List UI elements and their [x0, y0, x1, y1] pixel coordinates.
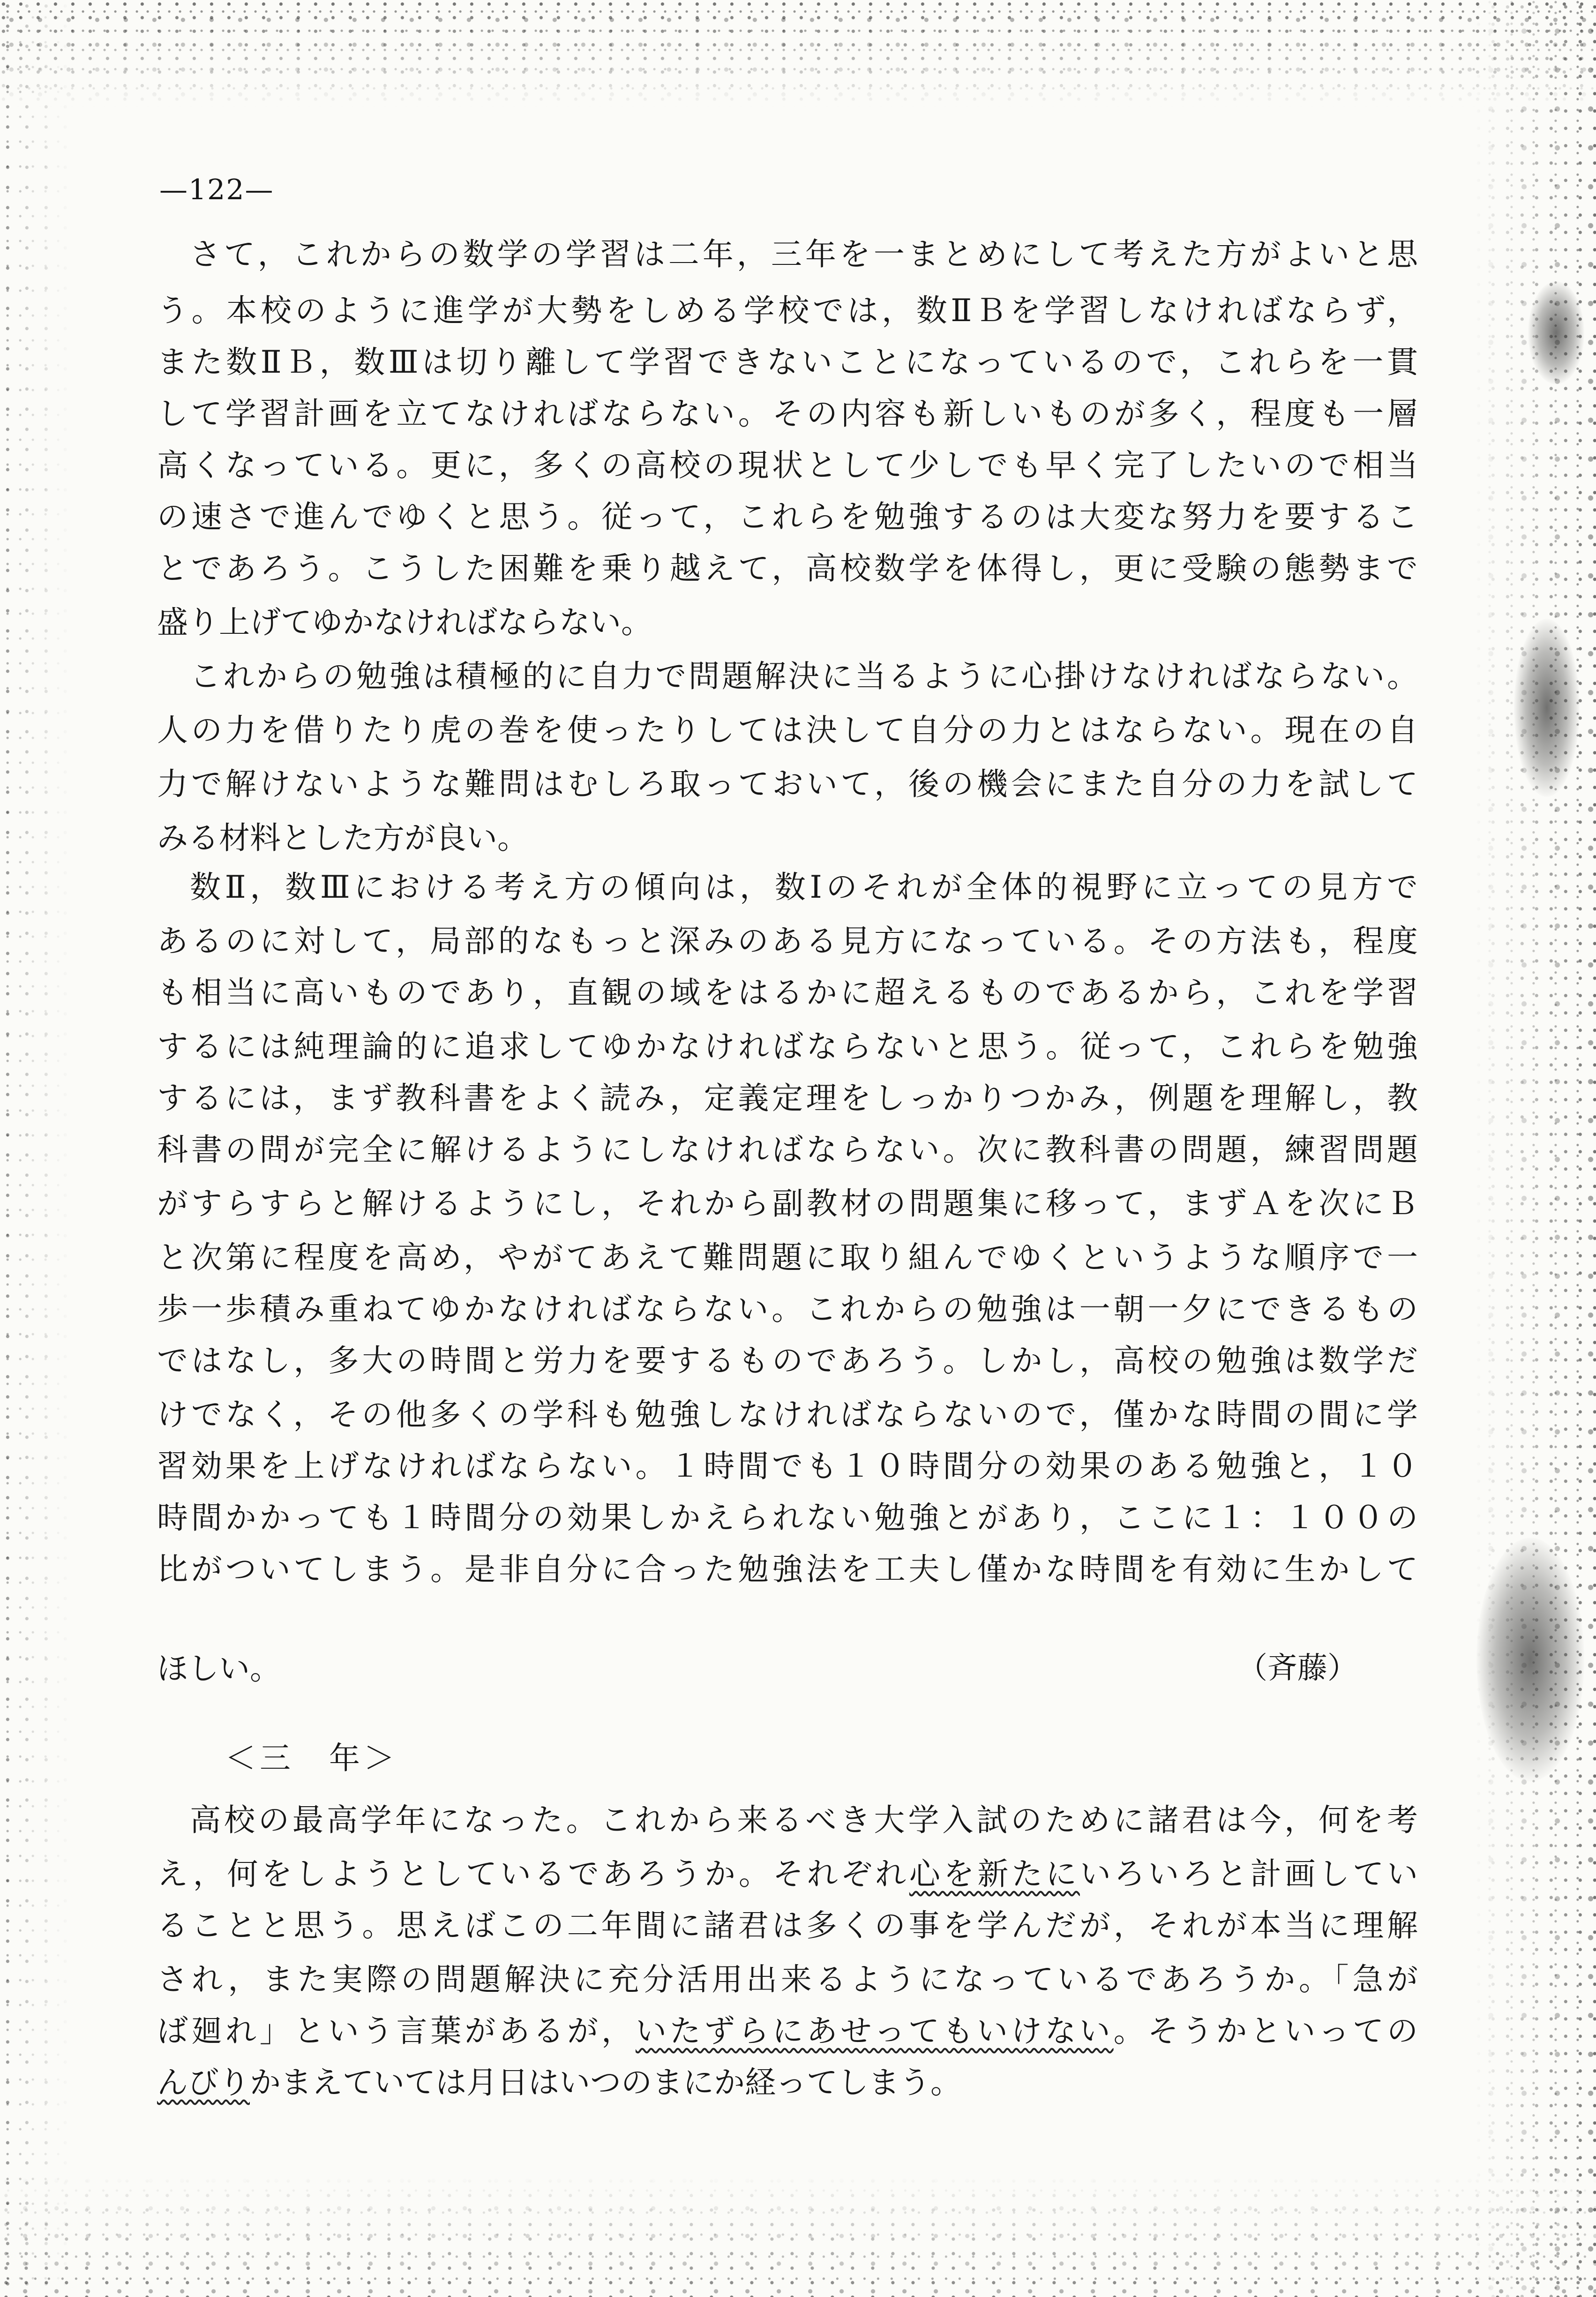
- paragraph-line: 力で解けないような難問はむしろ取っておいて，後の機会にまた自分の力を試して: [157, 766, 1418, 802]
- scan-noise-left: [0, 0, 70, 2297]
- paragraph-line: の速さで進んでゆくと思う。従って，これらを勉強するのは大変な努力を要するこ: [157, 499, 1418, 535]
- author-signature: （斉藤）: [1237, 1651, 1357, 1686]
- ink-blot: [1528, 281, 1584, 384]
- paragraph-line: 習効果を上げなければならない。１時間でも１０時間分の効果のある勉強と，１０: [157, 1448, 1418, 1484]
- paragraph-line: するには純理論的に追求してゆかなければならないと思う。従って，これらを勉強: [157, 1028, 1418, 1065]
- paragraph-line: して学習計画を立てなければならない。その内容も新しいものが多く，程度も一層: [157, 396, 1418, 432]
- ink-blot: [1476, 1538, 1584, 1781]
- paragraph-line: も相当に高いものであり，直観の域をはるかに超えるものであるから，これを学習: [157, 975, 1418, 1011]
- paragraph-line: けでなく，その他多くの学科も勉強しなければならないので，僅かな時間の間に学: [157, 1396, 1418, 1433]
- paragraph-line: とであろう。こうした困難を乗り越えて，高校数学を体得し，更に受験の態勢まで: [157, 550, 1418, 586]
- paragraph-line: ではなし，多大の時間と労力を要するものであろう。しかし，高校の勉強は数学だ: [157, 1343, 1418, 1379]
- ink-blot: [1514, 619, 1580, 797]
- emphasized-text: いたずらにあせってもいけない: [635, 2013, 1114, 2049]
- paragraph-line: 人の力を借りたり虎の巻を使ったりしては決して自分の力とはならない。現在の自: [157, 712, 1418, 748]
- paragraph-line: と次第に程度を高め，やがてあえて難問題に取り組んでゆくというような順序で一: [157, 1239, 1418, 1276]
- emphasized-text: 心を新たに: [909, 1856, 1080, 1892]
- paragraph-line: 高校の最高学年になった。これから来るべき大学入試のために諸君は今，何を考: [190, 1802, 1418, 1838]
- paragraph-line: 歩一歩積み重ねてゆかなければならない。これからの勉強は一朝一夕にできるもの: [157, 1291, 1418, 1327]
- paragraph-line: するには，まず教科書をよく読み，定義定理をしっかりつかみ，例題を理解し，教: [157, 1080, 1418, 1116]
- text-run: ば廻れ」という言葉があるが，: [157, 2013, 636, 2049]
- paragraph-line: ほしい。: [157, 1651, 281, 1687]
- scan-noise-right: [1474, 0, 1596, 2297]
- section-heading: ＜三 年＞: [225, 1740, 398, 1776]
- paragraph-line: う。本校のように進学が大勢をしめる学校では，数ⅡＢを学習しなければならず，: [157, 293, 1418, 329]
- page-number: —122—: [159, 173, 274, 206]
- paragraph-line: 比がついてしまう。是非自分に合った勉強法を工夫し僅かな時間を有効に生かして: [157, 1551, 1418, 1587]
- paragraph-line: 盛り上げてゆかなければならない。: [157, 604, 652, 640]
- paragraph-line: みる材料とした方が良い。: [157, 820, 528, 856]
- scan-noise-top: [0, 0, 1596, 108]
- paragraph-line: 科書の問が完全に解けるようにしなければならない。次に教科書の問題，練習問題: [157, 1132, 1418, 1168]
- paragraph-line: 数Ⅱ，数Ⅲにおける考え方の傾向は，数Ⅰのそれが全体的視野に立っての見方で: [190, 869, 1418, 905]
- paragraph-line: また数ⅡＢ，数Ⅲは切り離して学習できないことになっているので，これらを一貫: [157, 344, 1418, 380]
- text-run: 。そうかといっての: [1113, 2013, 1418, 2049]
- paragraph-line: さて，これからの数学の学習は二年，三年を一まとめにして考えた方がよいと思: [190, 236, 1418, 272]
- paragraph-line: [157, 2064, 1418, 2101]
- paragraph-line: がすらすらと解けるようにし，それから副教材の問題集に移って，まずＡを次にＢ: [157, 1186, 1418, 1222]
- text-run: かまえていては月日はいつのまにか経ってしまう。: [250, 2064, 961, 2101]
- paragraph-line: [157, 2013, 1418, 2049]
- paragraph-line: あるのに対して，局部的なもっと深みのある見方になっている。その方法も，程度: [157, 923, 1418, 959]
- paragraph-line: され，また実際の問題解決に充分活用出来るようになっているであろうか。「急が: [157, 1961, 1418, 1997]
- paragraph-line: [157, 1856, 1418, 1892]
- paragraph-line: ることと思う。思えばこの二年間に諸君は多くの事を学んだが，それが本当に理解: [157, 1907, 1418, 1944]
- text-run: いろいろと計画してい: [1079, 1856, 1418, 1892]
- paragraph-line: 時間かかっても１時間分の効果しかえられない勉強とがあり，ここに１：１００の: [157, 1500, 1418, 1536]
- scan-noise-bottom: [0, 2175, 1596, 2297]
- paragraph-line: これからの勉強は積極的に自力で問題解決に当るように心掛けなければならない。: [190, 658, 1418, 694]
- paragraph-line: 高くなっている。更に，多くの高校の現状として少しでも早く完了したいので相当: [157, 447, 1418, 483]
- text-run: え，何をしようとしているであろうか。それぞれ: [157, 1856, 909, 1892]
- emphasized-text: んびり: [157, 2064, 250, 2101]
